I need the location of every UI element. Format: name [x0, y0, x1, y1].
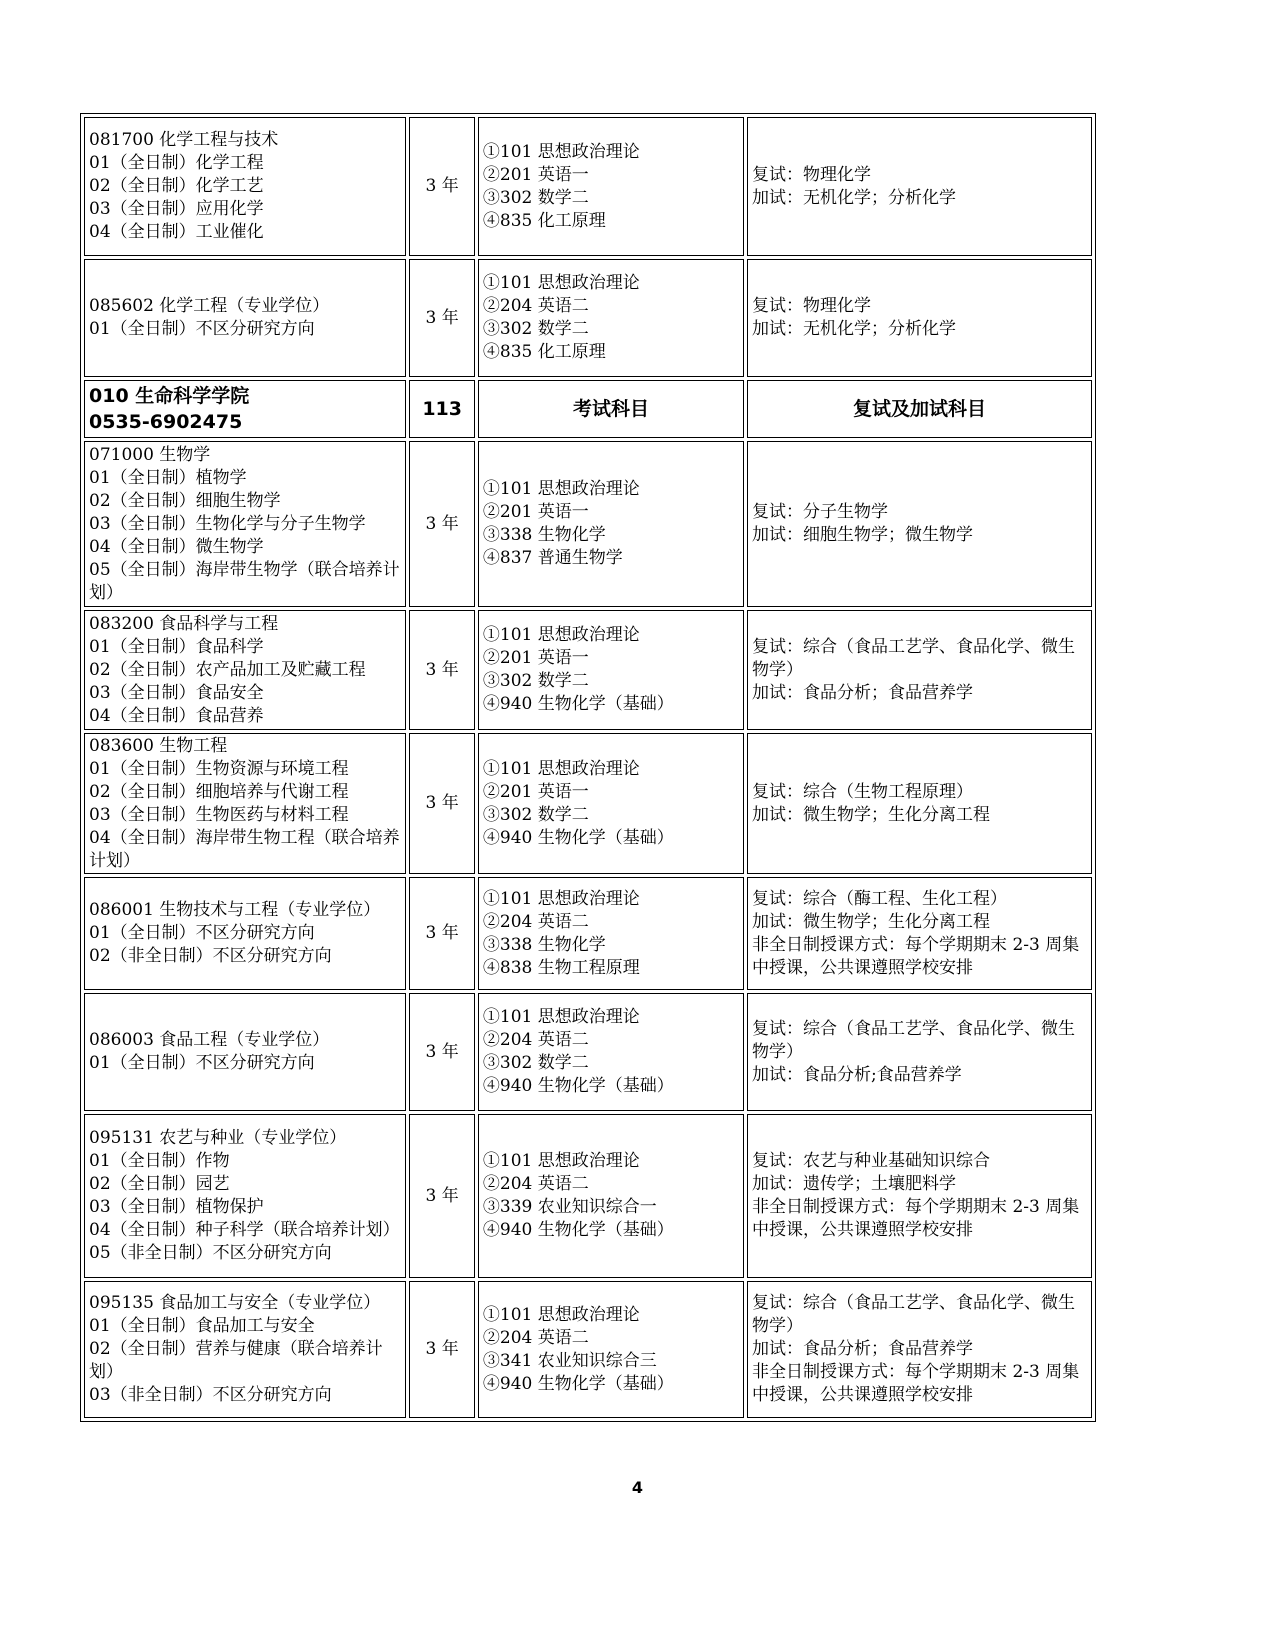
duration-cell: 3 年: [409, 1281, 475, 1418]
program-row: [84, 877, 1092, 990]
program-line: 03（非全日制）不区分研究方向: [89, 1385, 332, 1405]
exam-subjects-cell: [478, 441, 744, 607]
program-line: 02（全日制）农产品加工及贮藏工程: [89, 659, 366, 680]
program-line: 04（全日制）微生物学: [89, 536, 264, 557]
exam-subject: ②204 英语二: [482, 911, 589, 932]
retest-line: 复试：综合（生物工程原理）: [752, 781, 974, 802]
duration-cell: 3 年: [409, 441, 475, 607]
retest-line: 加试：遗传学；土壤肥料学: [752, 1174, 957, 1194]
exam-subjects-cell: [478, 993, 744, 1111]
duration-cell: 3 年: [409, 733, 475, 874]
exam-subject: ④835 化工原理: [482, 210, 606, 231]
retest-subjects-header: 复试及加试科目: [747, 380, 1092, 438]
program-line: 095131 农艺与种业（专业学位）: [89, 1128, 347, 1148]
retest-line: 复试：物理化学: [752, 296, 872, 316]
retest-line: 非全日制授课方式：每个学期期末 2-3 周集中授课，公共课遵照学校安排: [752, 1197, 1080, 1240]
program-line: 02（全日制）细胞培养与代谢工程: [89, 781, 349, 802]
exam-subject: ③338 生物化学: [482, 525, 606, 545]
program-cell: [84, 733, 406, 874]
exam-subject: ①101 思想政治理论: [482, 1304, 640, 1325]
enrollment-count: 113: [409, 380, 475, 438]
exam-subject: ④838 生物工程原理: [482, 957, 640, 978]
program-line: 04（全日制）工业催化: [89, 222, 264, 242]
exam-subject: ③338 生物化学: [482, 934, 606, 955]
retest-line: 非全日制授课方式：每个学期期末 2-3 周集中授课，公共课遵照学校安排: [752, 1362, 1080, 1405]
program-line: 01（全日制）化学工程: [89, 153, 264, 173]
department-header-row: [84, 380, 1092, 438]
program-row: [84, 1281, 1092, 1418]
exam-subjects-cell: [478, 733, 744, 874]
retest-line: 复试：综合（食品工艺学、食品化学、微生物学）: [752, 636, 1076, 680]
duration-cell: 3 年: [409, 610, 475, 730]
program-line: 01（全日制）不区分研究方向: [89, 319, 315, 339]
exam-subject: ③302 数学二: [482, 804, 589, 825]
program-line: 03（全日制）食品安全: [89, 682, 264, 703]
retest-line: 复试：物理化学: [752, 164, 872, 185]
exam-subject: ④940 生物化学（基础）: [482, 1373, 674, 1394]
exam-subjects-cell: [478, 1114, 744, 1278]
program-line: 01（全日制）作物: [89, 1151, 230, 1171]
retest-line: 复试：综合（酶工程、生化工程）: [752, 888, 1008, 909]
retest-subjects-cell: [747, 993, 1092, 1111]
program-line: 03（全日制）生物医药与材料工程: [89, 804, 349, 825]
program-row: [84, 733, 1092, 874]
program-row: [84, 993, 1092, 1111]
program-cell: [84, 993, 406, 1111]
exam-subjects-cell: [478, 259, 744, 377]
retest-line: 加试：微生物学；生化分离工程: [752, 911, 991, 932]
retest-subjects-cell: [747, 259, 1092, 377]
exam-subject: ③339 农业知识综合一: [482, 1197, 657, 1217]
exam-subject: ③302 数学二: [482, 319, 589, 339]
retest-line: 非全日制授课方式：每个学期期末 2-3 周集中授课，公共课遵照学校安排: [752, 934, 1080, 978]
retest-line: 复试：农艺与种业基础知识综合: [752, 1151, 991, 1171]
retest-subjects-cell: [747, 877, 1092, 990]
department-name: 010 生命科学学院: [89, 385, 250, 407]
exam-subject: ①101 思想政治理论: [482, 141, 640, 162]
exam-subject: ③302 数学二: [482, 187, 589, 208]
program-line: 05（全日制）海岸带生物学（联合培养计划）: [89, 559, 400, 603]
program-line: 01（全日制）不区分研究方向: [89, 923, 315, 943]
department-phone: 0535-6902475: [89, 411, 243, 433]
retest-line: 加试：食品分析；食品营养学: [752, 1339, 974, 1359]
exam-subjects-cell: [478, 877, 744, 990]
retest-line: 加试：微生物学；生化分离工程: [752, 804, 991, 825]
exam-subjects-cell: [478, 1281, 744, 1418]
program-cell: [84, 117, 406, 256]
exam-subject: ②201 英语一: [482, 648, 589, 668]
exam-subject: ④940 生物化学（基础）: [482, 1076, 674, 1096]
program-line: 03（全日制）植物保护: [89, 1197, 264, 1217]
exam-subject: ①101 思想政治理论: [482, 625, 640, 645]
program-line: 04（全日制）种子科学（联合培养计划）: [89, 1220, 400, 1240]
program-line: 02（全日制）营养与健康（联合培养计划）: [89, 1339, 383, 1382]
retest-subjects-cell: [747, 1281, 1092, 1418]
exam-subject: ④837 普通生物学: [482, 548, 623, 568]
retest-line: 加试：食品分析;食品营养学: [752, 1064, 962, 1085]
program-line: 03（全日制）应用化学: [89, 199, 264, 219]
exam-subjects-header: 考试科目: [478, 380, 744, 438]
program-line: 01（全日制）生物资源与环境工程: [89, 758, 349, 779]
program-line: 02（全日制）细胞生物学: [89, 490, 281, 511]
retest-line: 复试：分子生物学: [752, 502, 889, 522]
page-number: 4: [631, 1478, 644, 1497]
retest-subjects-cell: [747, 610, 1092, 730]
program-line: 095135 食品加工与安全（专业学位）: [89, 1293, 381, 1313]
program-row: [84, 117, 1092, 256]
program-line: 02（全日制）园艺: [89, 1174, 230, 1194]
retest-subjects-cell: [747, 117, 1092, 256]
program-line: 081700 化学工程与技术: [89, 130, 279, 150]
exam-subject: ②201 英语一: [482, 502, 589, 522]
duration-cell: 3 年: [409, 259, 475, 377]
program-line: 083200 食品科学与工程: [89, 613, 279, 634]
exam-subject: ③302 数学二: [482, 1053, 589, 1073]
exam-subject: ②201 英语一: [482, 164, 589, 185]
program-cell: [84, 610, 406, 730]
duration-cell: 3 年: [409, 993, 475, 1111]
exam-subject: ①101 思想政治理论: [482, 273, 640, 293]
retest-subjects-cell: [747, 441, 1092, 607]
program-line: 03（全日制）生物化学与分子生物学: [89, 513, 366, 534]
retest-line: 加试：无机化学；分析化学: [752, 187, 957, 208]
exam-subject: ②204 英语二: [482, 1327, 589, 1348]
program-line: 083600 生物工程: [89, 735, 228, 756]
exam-subjects-cell: [478, 117, 744, 256]
program-line: 086003 食品工程（专业学位）: [89, 1030, 330, 1050]
program-cell: [84, 1281, 406, 1418]
program-line: 02（非全日制）不区分研究方向: [89, 946, 332, 966]
exam-subject: ①101 思想政治理论: [482, 1007, 640, 1027]
program-row: [84, 1114, 1092, 1278]
program-line: 04（全日制）海岸带生物工程（联合培养计划）: [89, 827, 400, 871]
retest-line: 复试：综合（食品工艺学、食品化学、微生物学）: [752, 1018, 1076, 1062]
program-line: 04（全日制）食品营养: [89, 705, 264, 726]
program-row: [84, 441, 1092, 607]
program-cell: [84, 441, 406, 607]
program-line: 01（全日制）植物学: [89, 467, 247, 488]
department-cell: [84, 380, 406, 438]
program-row: [84, 259, 1092, 377]
program-line: 02（全日制）化学工艺: [89, 176, 264, 196]
retest-subjects-cell: [747, 733, 1092, 874]
program-row: [84, 610, 1092, 730]
retest-line: 加试：食品分析；食品营养学: [752, 682, 974, 703]
admissions-table: [80, 113, 1096, 1422]
program-line: 05（非全日制）不区分研究方向: [89, 1243, 332, 1263]
program-line: 085602 化学工程（专业学位）: [89, 296, 330, 316]
program-line: 01（全日制）食品加工与安全: [89, 1316, 315, 1336]
exam-subject: ②204 英语二: [482, 1174, 589, 1194]
retest-line: 复试：综合（食品工艺学、食品化学、微生物学）: [752, 1293, 1076, 1336]
retest-line: 加试：无机化学；分析化学: [752, 319, 957, 339]
exam-subjects-cell: [478, 610, 744, 730]
retest-line: 加试：细胞生物学；微生物学: [752, 525, 974, 545]
retest-subjects-cell: [747, 1114, 1092, 1278]
exam-subject: ④940 生物化学（基础）: [482, 827, 674, 848]
program-cell: [84, 259, 406, 377]
duration-cell: 3 年: [409, 877, 475, 990]
duration-cell: 3 年: [409, 117, 475, 256]
exam-subject: ③302 数学二: [482, 671, 589, 691]
exam-subject: ④835 化工原理: [482, 342, 606, 362]
program-line: 086001 生物技术与工程（专业学位）: [89, 900, 381, 920]
duration-cell: 3 年: [409, 1114, 475, 1278]
exam-subject: ①101 思想政治理论: [482, 479, 640, 499]
exam-subject: ②204 英语二: [482, 296, 589, 316]
exam-subject: ①101 思想政治理论: [482, 758, 640, 779]
program-line: 071000 生物学: [89, 444, 211, 465]
program-line: 01（全日制）食品科学: [89, 636, 264, 657]
exam-subject: ②201 英语一: [482, 781, 589, 802]
exam-subject: ②204 英语二: [482, 1030, 589, 1050]
program-cell: [84, 1114, 406, 1278]
program-cell: [84, 877, 406, 990]
exam-subject: ①101 思想政治理论: [482, 888, 640, 909]
exam-subject: ③341 农业知识综合三: [482, 1350, 657, 1371]
exam-subject: ①101 思想政治理论: [482, 1151, 640, 1171]
program-line: 01（全日制）不区分研究方向: [89, 1053, 315, 1073]
exam-subject: ④940 生物化学（基础）: [482, 1220, 674, 1240]
exam-subject: ④940 生物化学（基础）: [482, 694, 674, 714]
